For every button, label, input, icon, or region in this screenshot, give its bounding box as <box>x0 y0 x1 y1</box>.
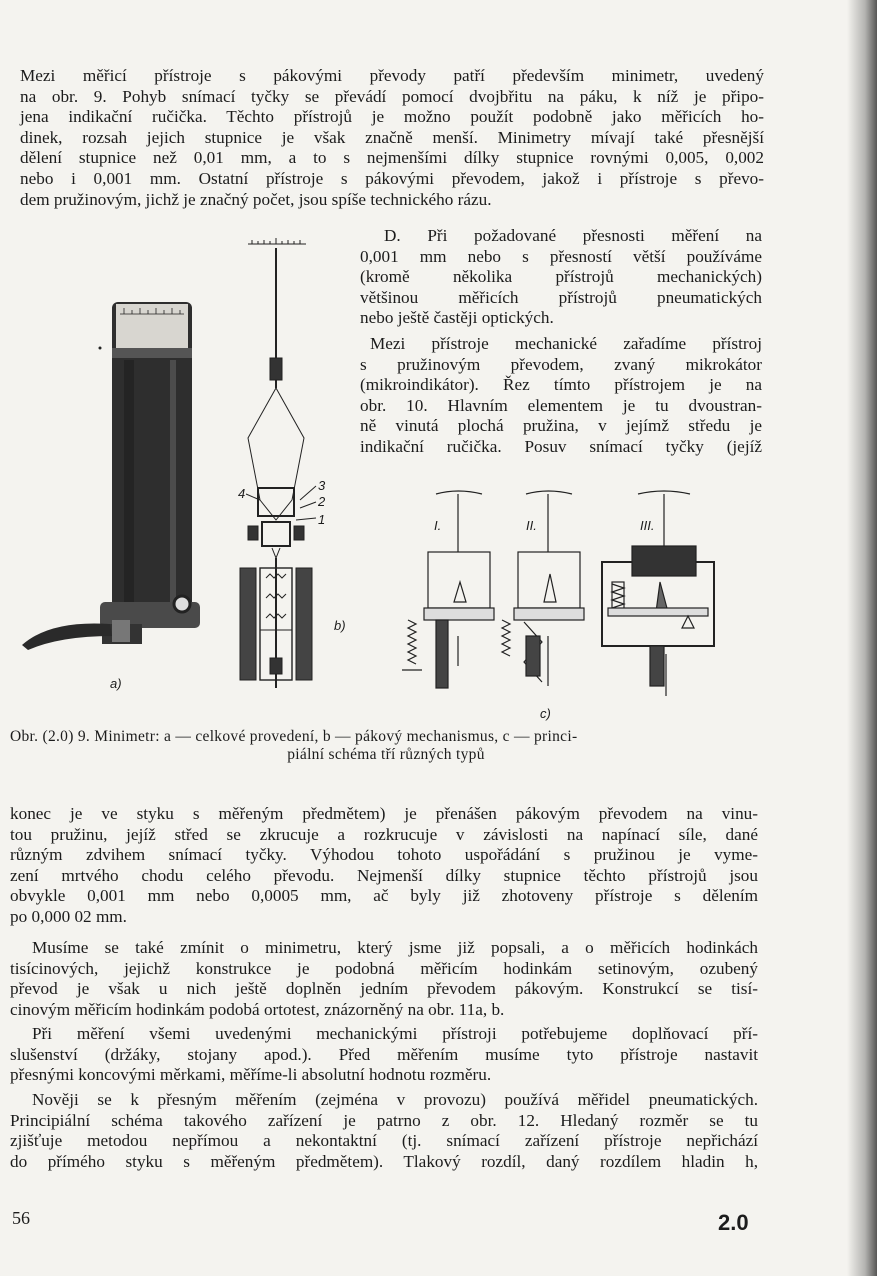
text-line: cinovým měřicím hodinkám podobá ortotest, znázorněný na obr. 11a, b. <box>10 999 505 1019</box>
text-line: obvykle 0,001 mm nebo 0,0005 mm, ač byly již zhotoveny přístroje s dělením <box>10 886 758 906</box>
text-line: tisícinových, jejichž konstrukce je podobná měřicím hodinkám setinovým, ozubený <box>10 958 758 978</box>
label-b: b) <box>334 618 346 633</box>
text-line: 0,001 mm nebo s přesností větší používáme <box>360 246 762 266</box>
text-line: D. Při požadované přesnosti měření na <box>384 226 762 245</box>
caption-line: piální schéma tří různých typů <box>287 746 485 763</box>
text-line: po 0,000 02 mm. <box>10 906 127 926</box>
text-line: různým zdvihem snímací tyčky. Výhodou tohoto uspořádání s pružinou je vyme- <box>10 845 758 865</box>
text-line: s pružinovým převodem, zvaný mikrokátor <box>360 354 762 374</box>
page-number: 56 <box>12 1208 30 1228</box>
paragraph-6 <box>10 1024 758 1086</box>
text-line: dělení stupnice než 0,01 mm, a to s nejmenšími dílky stupnice rovnými 0,005, 0,002 <box>20 148 764 168</box>
text-line: slušenství (držáky, stojany apod.). Před měřením musíme tyto přístroje nastavit <box>10 1044 758 1064</box>
text-line: zjišťuje metodou nepřímou a nekontaktní (tj. snímací zařízení přístroje nepřichází <box>10 1131 758 1151</box>
text-line: do přímého styku s měřeným předmětem). Tlakový rozdíl, daný rozdílem hladin h, <box>10 1151 758 1171</box>
paragraph-1 <box>20 66 764 210</box>
label-I: I. <box>434 518 442 533</box>
text-line: konec je ve styku s měřeným předmětem) je přenášen pákovým převodem na vinu- <box>10 804 758 823</box>
label-a: a) <box>110 676 122 691</box>
text-line: Mezi měřicí přístroje s pákovými převody patří především minimetr, uvedený <box>20 66 764 85</box>
caption-line: Obr. (2.0) 9. Minimetr: a — celkové provedení, b — pákový mechanismus, c — princi- <box>10 728 578 745</box>
paragraph-2 <box>360 226 762 329</box>
paragraph-3 <box>360 334 762 458</box>
text-line: přesnými koncovými měrkami, měříme-li absolutní hodnotu rozměru. <box>10 1065 492 1085</box>
label-2: 2 <box>318 494 326 509</box>
text-line: tou pružinu, jejíž střed se zkrucuje a rozkrucuje v závislosti na napínací síle, dané <box>10 824 758 844</box>
figure-a-minimetr <box>20 290 200 670</box>
text-line: většinou měřicích přístrojů pneumatických <box>360 287 762 307</box>
label-II: II. <box>526 518 537 533</box>
label-1: 1 <box>318 512 326 527</box>
text-line: dem pružinovým, jichž je značný počet, jsou spíše technického rázu. <box>20 189 492 209</box>
text-line: indikační ručička. Posuv snímací tyčky (jejíž <box>360 436 762 456</box>
paragraph-7 <box>10 1090 758 1172</box>
label-c: c) <box>540 706 551 721</box>
text-line: Musíme se také zmínit o minimetru, který jsme již popsali, a o měřicích hodinkách <box>32 938 758 957</box>
label-4: 4 <box>238 486 246 501</box>
text-line: na obr. 9. Pohyb snímací tyčky se převádí pomocí dvojbřitu na páku, k níž je připo- <box>20 86 764 106</box>
text-line: (kromě několika přístrojů mechanických) <box>360 267 762 287</box>
label-III: III. <box>640 518 655 533</box>
label-3: 3 <box>318 478 326 493</box>
text-line: jena indikační ručička. Těchto přístrojů je možno použít podobně jako měřicích ho- <box>20 107 764 127</box>
chapter-number: 2.0 <box>718 1210 749 1235</box>
figure-b-lever-mechanism <box>230 238 340 688</box>
paragraph-5 <box>10 938 758 1020</box>
text-line: obr. 10. Hlavním elementem je tu dvoustran- <box>360 395 762 415</box>
text-line: Mezi přístroje mechanické zařadíme přístroj <box>370 334 762 353</box>
figure-caption <box>10 728 762 764</box>
text-line: zení mrtvého chodu celého převodu. Nejmenší dílky stupnice těchto přístrojů jsou <box>10 865 758 885</box>
text-line: Nověji se k přesným měřením (zejména v provozu) používá měřidel pneumatických. <box>32 1090 758 1109</box>
text-line: Při měření všemi uvedenými mechanickými přístroji potřebujeme doplňovací pří- <box>32 1024 758 1043</box>
text-line: nebo i 0,001 mm. Ostatní přístroje s pákovými převodem, jakož i přístroje s převo- <box>20 168 764 188</box>
paragraph-4 <box>10 804 758 928</box>
text-line: Principiální schéma takového zařízení je patrno z obr. 12. Hledaný rozměr se tu <box>10 1110 758 1130</box>
binding-shadow <box>847 0 877 1276</box>
text-line: ně vinutá plochá pružina, v jejímž středu je <box>360 416 762 436</box>
figure-c-three-types <box>398 486 728 716</box>
text-line: převod je však u nich ještě doplněn jedním převodem pákovým. Konstrukcí se tisí- <box>10 979 758 999</box>
text-line: nebo ještě častěji optických. <box>360 308 554 328</box>
text-line: (mikroindikátor). Řez tímto přístrojem je na <box>360 375 762 395</box>
text-line: dinek, rozsah jejich stupnice je však značně menší. Minimetry mívají také přesnější <box>20 127 764 147</box>
